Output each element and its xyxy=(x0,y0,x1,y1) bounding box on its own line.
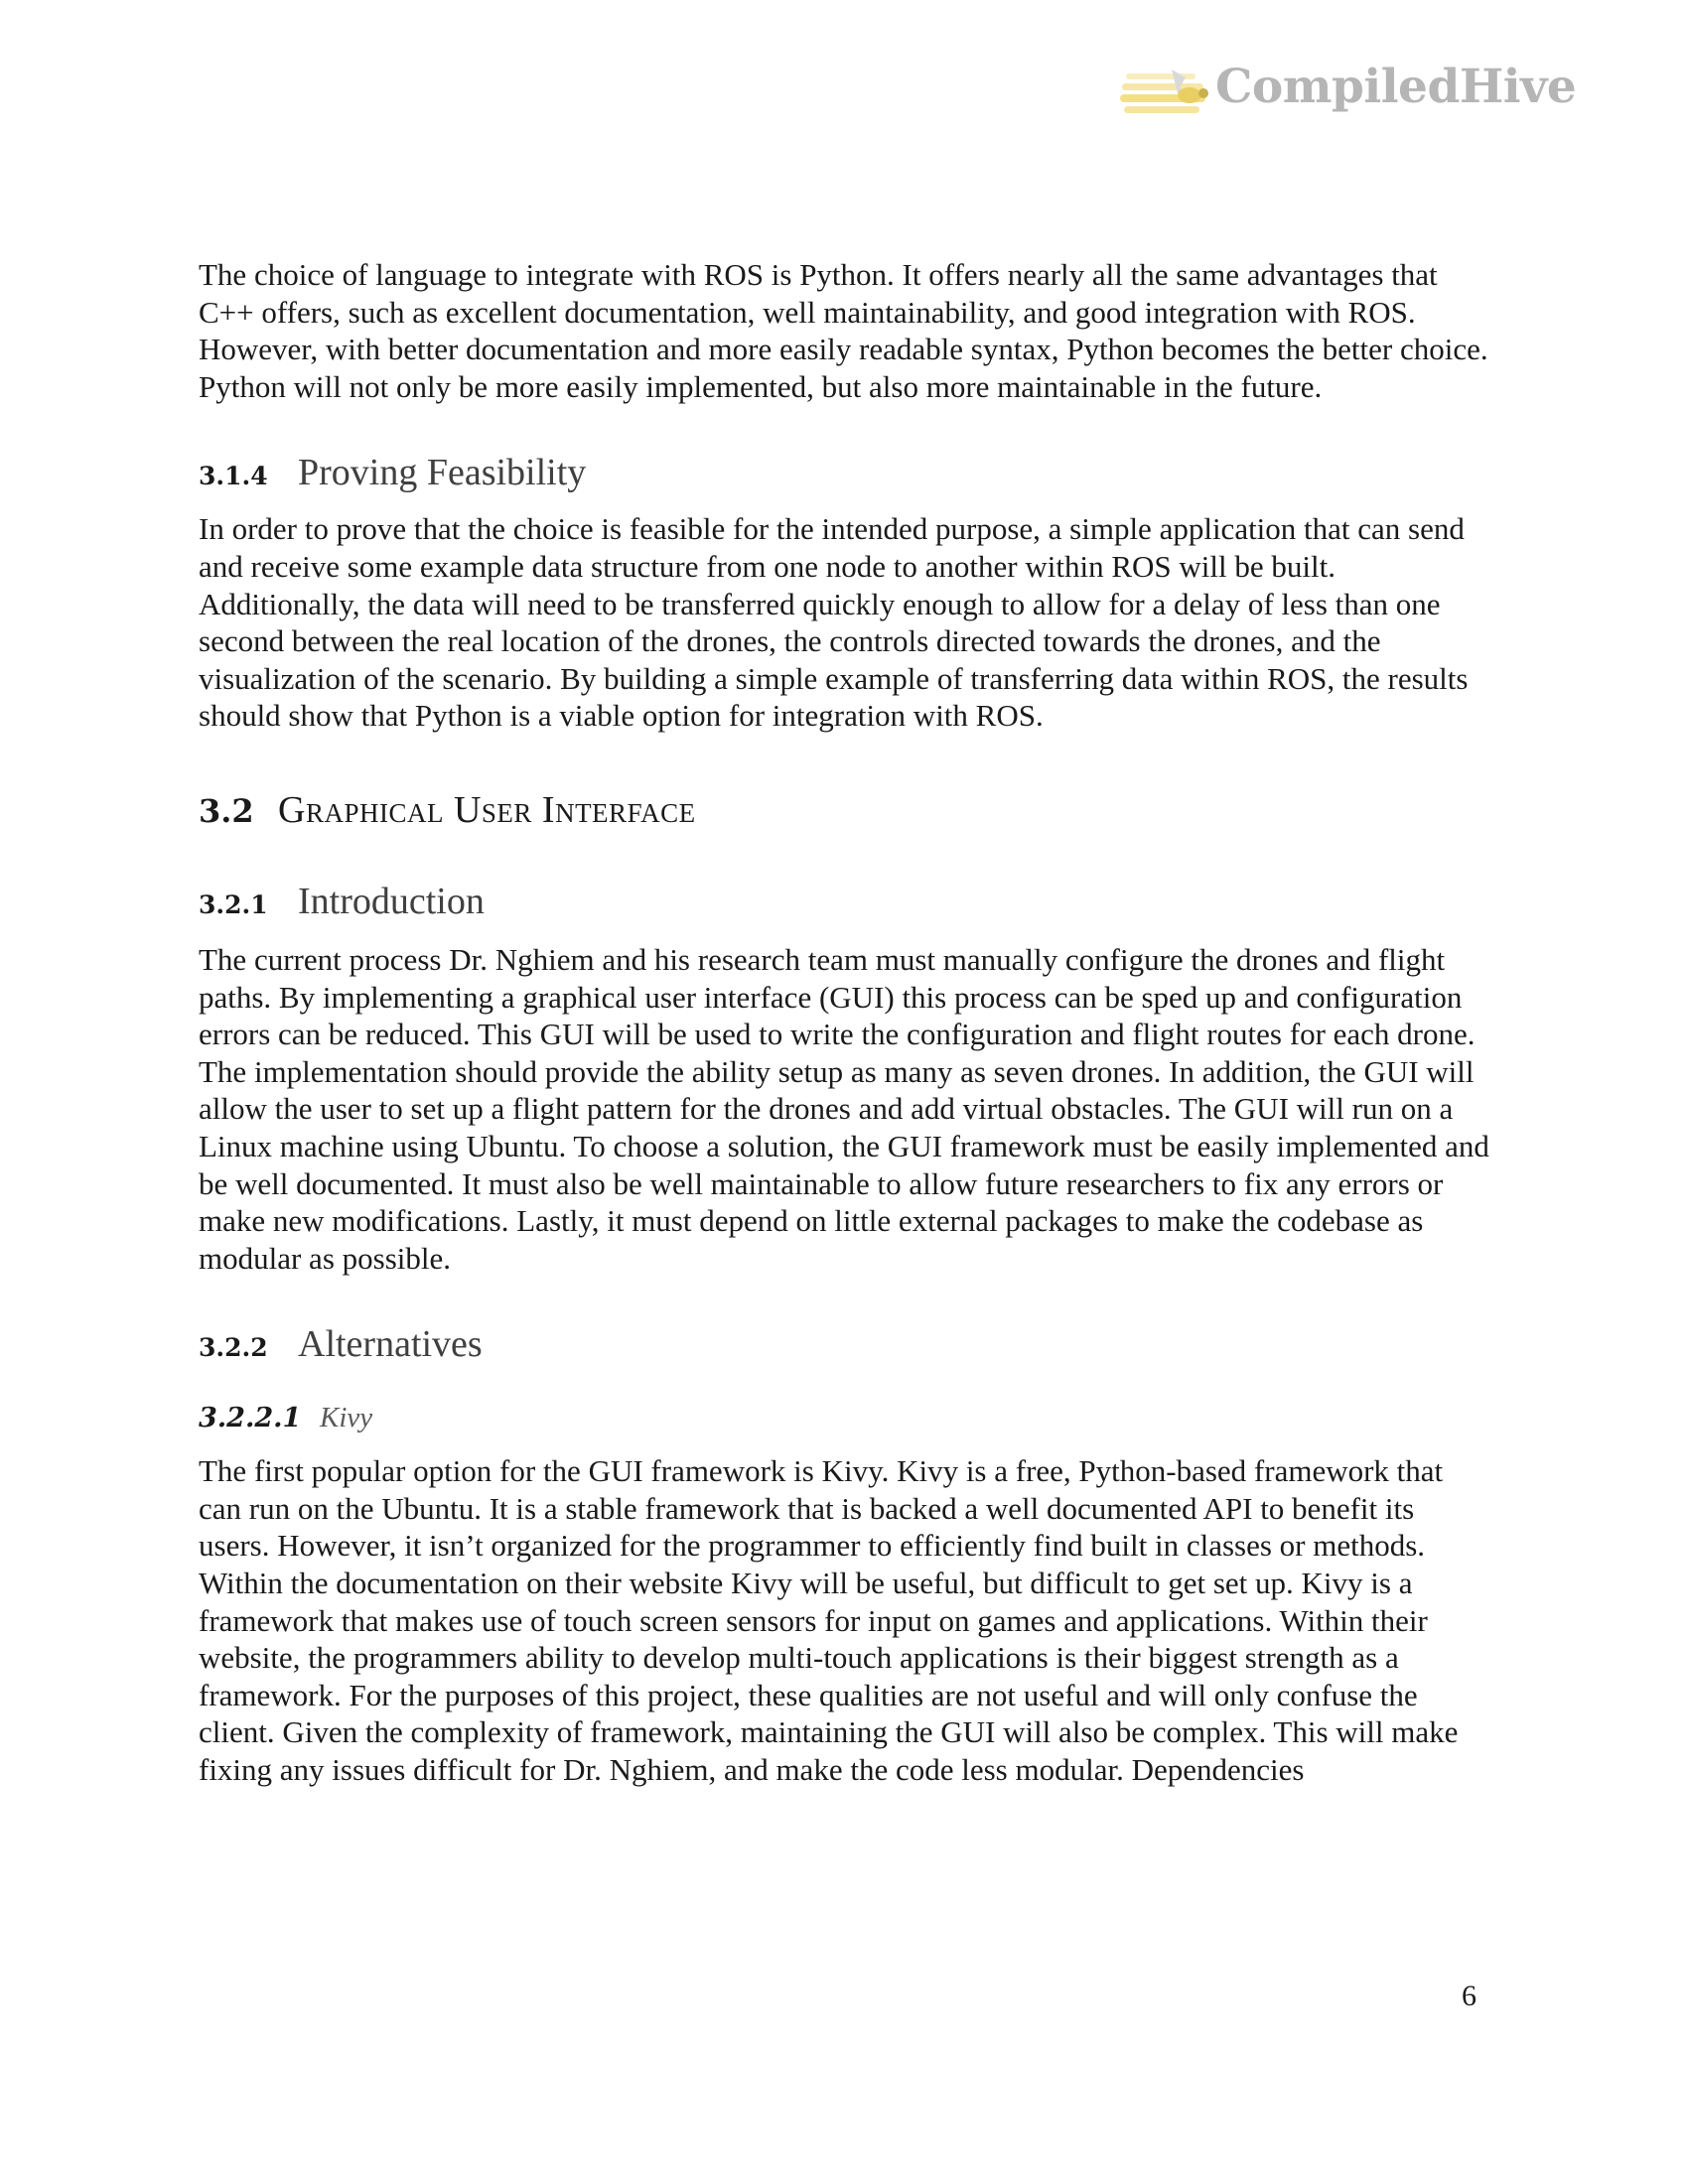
kivy-paragraph: The first popular option for the GUI framework is Kivy. Kivy is a free, Python-based framework that can run on the Ubuntu. It is a stable framework that is backed a well documented API to benefit its users. However, it isn’t organized for the programmer to efficiently find built in classes or methods. Within the documentation on their website Kivy will be useful, but difficult to get set up. Kivy is a framework that makes use of touch screen sensors for input on games and applications. Within their website, the programmers ability to develop multi-touch applications is their biggest strength as a framework. For the purposes of this project, these qualities are not useful and will only confuse the client. Given the complexity of framework, maintaining the GUI will also be complex. This will make fixing any issues difficult for Dr. Nghiem, and make the code less modular. Dependencies xyxy=(199,1453,1459,1788)
page-number: 6 xyxy=(1462,1979,1477,2012)
heading-title: Graphical User Interface xyxy=(278,788,696,831)
heading-title: Introduction xyxy=(298,880,485,922)
heading-alternatives xyxy=(199,1322,1489,1366)
heading-title: Proving Feasibility xyxy=(298,452,587,494)
bee-logo-icon xyxy=(1120,66,1219,119)
heading-kivy xyxy=(199,1402,1489,1434)
heading-introduction xyxy=(199,880,1489,923)
heading-title: Kivy xyxy=(320,1402,373,1434)
heading-number: 3.2.2.1 xyxy=(199,1403,302,1434)
heading-number: 3.2.2 xyxy=(199,1333,268,1363)
heading-proving-feasibility xyxy=(199,451,1489,494)
document-body xyxy=(199,256,1489,1789)
heading-number: 3.2.1 xyxy=(199,889,268,919)
heading-title: Alternatives xyxy=(298,1323,483,1366)
proving-feasibility-paragraph: In order to prove that the choice is feasible for the intended purpose, a simple application that can send and receive some example data structure from one node to another within ROS will be built. Additionally, the data will need to be transferred quickly enough to allow for a delay of less than one second between the real location of the drones, the controls directed towards the drones, and the visualization of the scenario. By building a simple example of transferring data within ROS, the results should show that Python is a viable option for integration with ROS. xyxy=(199,511,1469,734)
logo-text: CompiledHive xyxy=(1215,60,1577,114)
heading-number: 3.1.4 xyxy=(199,462,268,491)
heading-graphical-user-interface xyxy=(199,788,1489,832)
company-logo xyxy=(1120,56,1587,129)
heading-number: 3.2 xyxy=(199,791,254,830)
introduction-paragraph: The current process Dr. Nghiem and his research team must manually configure the drones and flight paths. By implementing a graphical user interface (GUI) this process can be sped up and configuration errors can be reduced. This GUI will be used to write the configuration and flight routes for each drone. The implementation should provide the ability setup as many as seven drones. In addition, the GUI will allow the user to set up a flight pattern for the drones and add virtual obstacles. The GUI will run on a Linux machine using Ubuntu. To choose a solution, the GUI framework must be easily implemented and be well documented. It must also be well maintainable to allow future researchers to fix any errors or make new modifications. Lastly, it must depend on little external packages to make the codebase as modular as possible. xyxy=(199,941,1489,1276)
intro-paragraph: The choice of language to integrate with ROS is Python. It offers nearly all the same advantages that C++ offers, such as excellent documentation, well maintainability, and good integration with ROS. However, with better documentation and more easily readable syntax, Python becomes the better choice. Python will not only be more easily implemented, but also more maintainable in the future. xyxy=(199,257,1488,404)
